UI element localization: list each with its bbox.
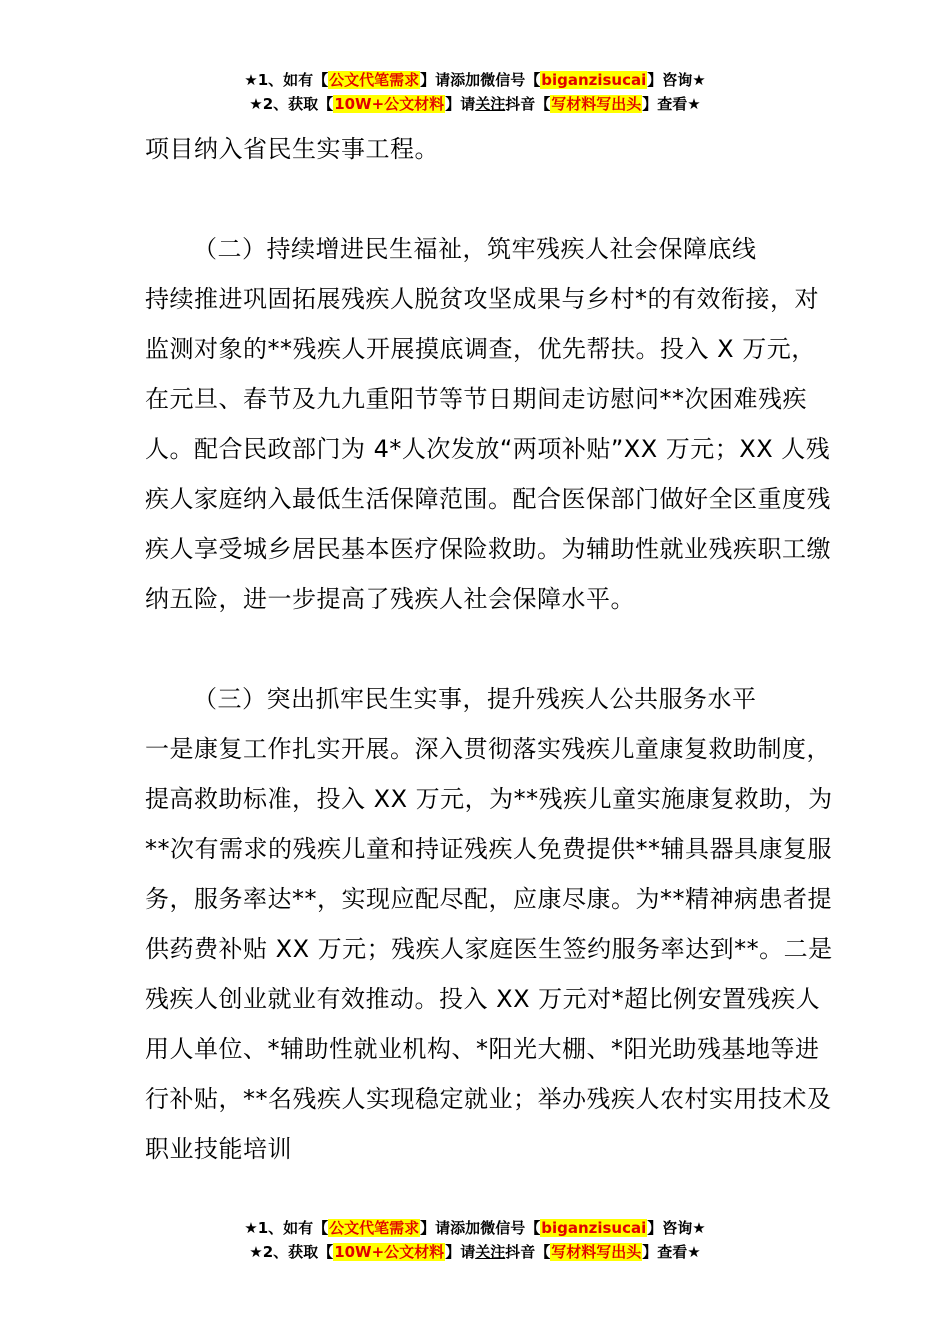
highlight-label: 10W+公文材料 bbox=[334, 1243, 445, 1261]
promo-text: 】咨询★ bbox=[647, 1219, 706, 1237]
promo-text: 】咨询★ bbox=[647, 71, 706, 89]
section-heading-2: （二）持续增进民生福祉，筑牢残疾人社会保障底线 bbox=[193, 235, 757, 263]
highlight-label: 10W+公文材料 bbox=[334, 95, 445, 113]
promo-text: 微信号【 bbox=[480, 1219, 541, 1237]
paragraph-section-3: 一是康复工作扎实开展。深入贯彻落实残疾儿童康复救助制度，提高救助标准，投入 XX 万元，为**残疾儿童实施康复救助，为**次有需求的残疾儿童和持证残疾人免费提供**辅具器具康复服务，服务率达**，实现应配尽配，应康尽康。为**精神病患者提供药费补贴 XX 万元；残疾人家庭医生签约服务率达到**。二是残疾人创业就业有效推动。投入 XX 万元对*超比例安置残疾人用人单位、*辅助性就业机构、*阳光大棚、*阳光助残基地等进行补贴，**名残疾人实现稳定就业；举办残疾人农村实用技术及职业技能培训 bbox=[145, 735, 833, 1163]
footer-promo-banner bbox=[0, 1216, 950, 1264]
promo-text: 微信号【 bbox=[480, 71, 541, 89]
wechat-id-highlight: biganzisucai bbox=[541, 71, 647, 89]
douyin-id-highlight: 写材料写出头 bbox=[551, 95, 642, 113]
promo-line-1 bbox=[0, 68, 950, 92]
promo-line-2 bbox=[0, 92, 950, 116]
document-body bbox=[145, 124, 835, 1174]
wechat-id-highlight: biganzisucai bbox=[541, 1219, 647, 1237]
section-heading-3: （三）突出抓牢民生实事，提升残疾人公共服务水平 bbox=[193, 685, 757, 713]
highlight-label: 公文代笔需求 bbox=[329, 1219, 420, 1237]
promo-text: 】请 bbox=[445, 95, 476, 113]
promo-text: ★2、获取【 bbox=[249, 95, 334, 113]
promo-text: 】请添加 bbox=[420, 1219, 481, 1237]
paragraph-section-2: 持续推进巩固拓展残疾人脱贫攻坚成果与乡村*的有效衔接，对监测对象的**残疾人开展摸底调查，优先帮扶。投入 X 万元，在元旦、春节及九九重阳节等节日期间走访慰问**次困难残疾人。配合民政部门为 4*人次发放“两项补贴”XX 万元；XX 人残疾人家庭纳入最低生活保障范围。配合医保部门做好全区重度残疾人享受城乡居民基本医疗保险救助。为辅助性就业残疾职工缴纳五险，进一步提高了残疾人社会保障水平。 bbox=[145, 285, 831, 613]
promo-underline: 关注 bbox=[475, 1243, 506, 1261]
promo-text: 抖音【 bbox=[505, 1243, 551, 1261]
promo-text: 】查看★ bbox=[642, 1243, 701, 1261]
promo-text: ★1、如有【 bbox=[244, 71, 329, 89]
promo-text: 】查看★ bbox=[642, 95, 701, 113]
promo-line-1 bbox=[0, 1216, 950, 1240]
promo-text: 抖音【 bbox=[505, 95, 551, 113]
promo-line-2 bbox=[0, 1240, 950, 1264]
promo-underline: 关注 bbox=[475, 95, 506, 113]
promo-text: 】请 bbox=[445, 1243, 476, 1261]
promo-text: 】请添加 bbox=[420, 71, 481, 89]
paragraph-continuation: 项目纳入省民生实事工程。 bbox=[145, 135, 439, 163]
promo-text: ★1、如有【 bbox=[244, 1219, 329, 1237]
highlight-label: 公文代笔需求 bbox=[329, 71, 420, 89]
header-promo-banner bbox=[0, 68, 950, 116]
douyin-id-highlight: 写材料写出头 bbox=[551, 1243, 642, 1261]
promo-text: ★2、获取【 bbox=[249, 1243, 334, 1261]
